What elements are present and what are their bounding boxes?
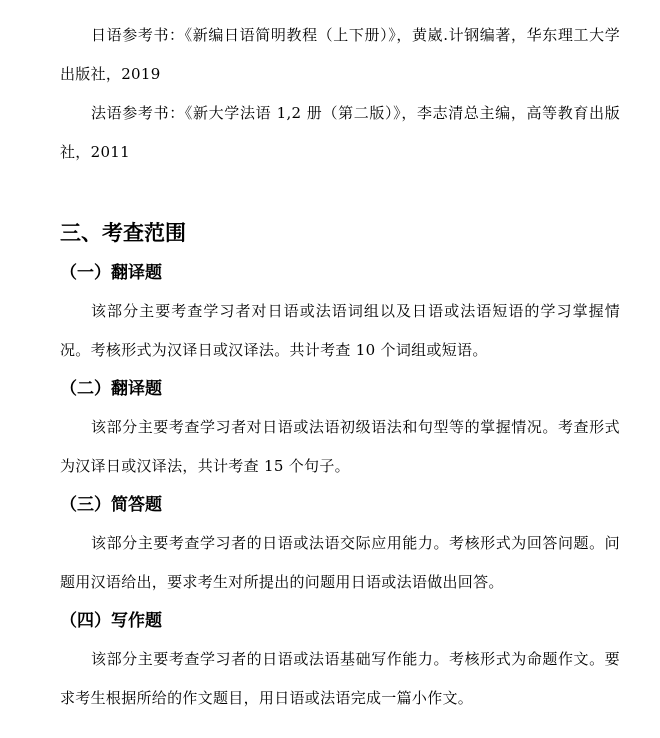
part-2-paragraph: 该部分主要考查学习者对日语或法语初级语法和句型等的掌握情况。考查形式为汉译日或汉译法，共计考查 15 个句子。: [60, 418, 620, 475]
part-4-heading: （四）写作题: [60, 611, 162, 631]
part-2-heading: （二）翻译题: [60, 379, 162, 399]
part-3-heading: （三）简答题: [60, 495, 162, 515]
part-3-paragraph: 该部分主要考查学习者的日语或法语交际应用能力。考核形式为回答问题。问题用汉语给出，要求考生对所提出的问题用日语或法语做出回答。: [60, 534, 620, 591]
french-reference-paragraph: 法语参考书：《新大学法语 1,2 册（第二版）》，李志清总主编，高等教育出版社，2011: [60, 104, 620, 161]
part-1-paragraph: 该部分主要考查学习者对日语或法语词组以及日语或法语短语的学习掌握情况。考核形式为汉译日或汉译法。共计考查 10 个词组或短语。: [60, 302, 620, 359]
section-title: 三、考查范围: [60, 221, 186, 245]
part-1-heading: （一）翻译题: [60, 263, 162, 283]
japanese-reference-paragraph: 日语参考书：《新编日语简明教程（上下册）》，黄崴.计钢编著，华东理工大学出版社，2019: [60, 26, 620, 83]
part-4-paragraph: 该部分主要考查学习者的日语或法语基础写作能力。考核形式为命题作文。要求考生根据所给的作文题目，用日语或法语完成一篇小作文。: [60, 650, 620, 707]
